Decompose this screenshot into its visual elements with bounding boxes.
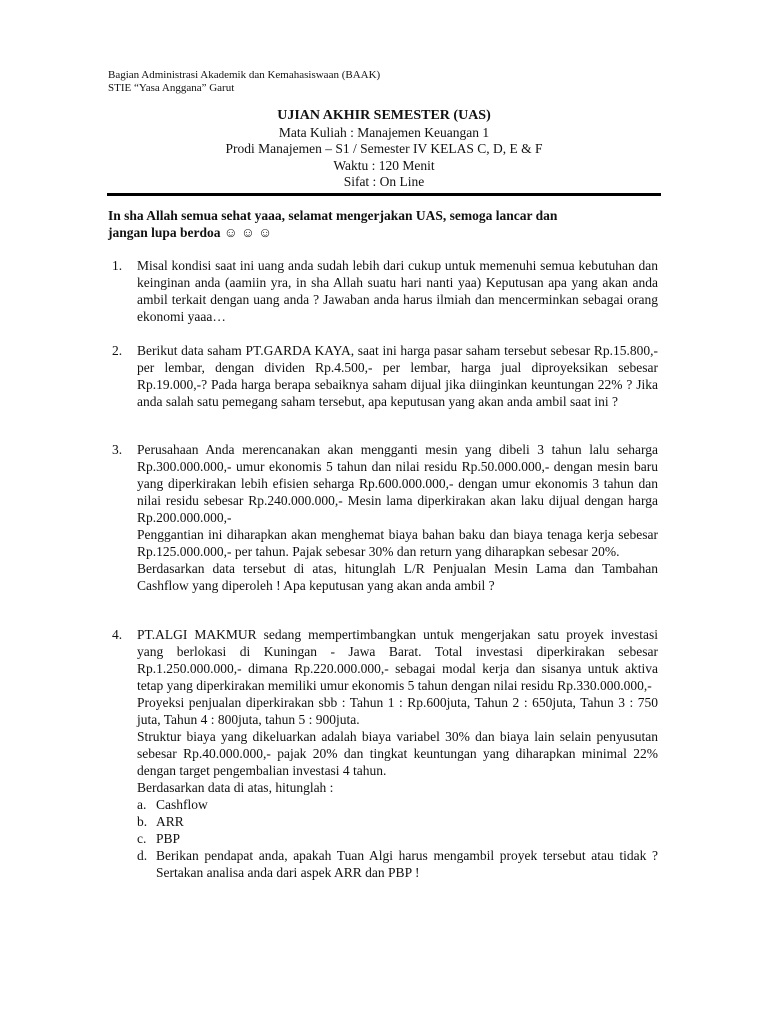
sub-item-text: ARR [156,814,184,829]
question-number: 1. [112,258,123,273]
sub-item-text: Berikan pendapat anda, apakah Tuan Algi harus mengambil proyek tersebut atau tidak ? Sertakan analisa anda dari aspek ARR dan PBP ! [156,848,658,880]
sub-item-text: Cashflow [156,797,208,812]
sub-item-label: a. [137,797,147,812]
question-paragraph: Penggantian ini diharapkan akan menghemat biaya bahan baku dan biaya tenaga kerja sebesar Rp.125.000.000,- per tahun. Pajak sebesar 30% dan return yang diharapkan sebesar 20%. [137,527,658,559]
exam-duration: Waktu : 120 Menit [333,157,435,173]
sub-item-label: d. [137,848,148,863]
program-info: Prodi Manajemen – S1 / Semester IV KELAS C, D, E & F [225,141,543,156]
question-paragraph: Struktur biaya yang dikeluarkan adalah biaya variabel 30% dan biaya lain selain penyusutan sebesar Rp.40.000.000,- pajak 20% dan tingkat keuntungan yang diharapkan minimal 22% dengan target pengembalian investasi 4 tahun. [137,729,658,778]
exam-title: UJIAN AKHIR SEMESTER (UAS) [277,108,491,123]
sub-item-text: PBP [156,831,181,846]
sub-item-a [137,796,658,813]
question-number: 2. [112,343,123,358]
question-paragraph: Berdasarkan data tersebut di atas, hitunglah L/R Penjualan Mesin Lama dan Tambahan Cashflow yang diperoleh ! Apa keputusan yang akan anda ambil ? [137,561,658,593]
header-divider [107,193,661,196]
question-number: 3. [112,442,123,457]
institution-line-2: STIE “Yasa Anggana” Garut [108,82,235,94]
question-paragraph: Perusahaan Anda merencanakan akan mengganti mesin yang dibeli 3 tahun lalu seharga Rp.300.000.000,- umur ekonomis 5 tahun dan nilai residu Rp.50.000.000,- dengan mesin baru yang diperkirakan lebih efisien seharga Rp.600.000.000,- dengan umur ekonomis 3 tahun dan nilai residu sebesar Rp.240.000.000,- Mesin lama diperkirakan akan laku dijual dengan harga Rp.200.000.000,- [137,442,658,525]
course-name: Mata Kuliah : Manajemen Keuangan 1 [278,124,490,140]
question-4 [112,626,658,881]
question-paragraph: PT.ALGI MAKMUR sedang mempertimbangkan untuk mengerjakan satu proyek investasi yang berlokasi di Kuningan - Jawa Barat. Total investasi diperkirakan sebesar Rp.1.250.000.000,- dimana Rp.220.000.000,- sebagai modal kerja dan sisanya untuk aktiva tetap yang diperkirakan memiliki umur ekonomis 5 tahun dengan nilai residu Rp.330.000.000,- [137,627,658,693]
sub-item-d [137,847,658,881]
question-2 [112,342,658,410]
question-text: Misal kondisi saat ini uang anda sudah lebih dari cukup untuk memenuhi semua kebutuhan dan keinginan anda (aamiin yra, in sha Allah suatu hari nanti yaa) Keputusan apa yang akan anda ambil terkait dengan uang anda ? Jawaban anda harus ilmiah dan mencerminkan sebagai orang ekonomi yaaa… [137,258,658,324]
sub-item-b [137,813,658,830]
exam-nature: Sifat : On Line [343,174,425,189]
greeting-line-2: jangan lupa berdoa ☺ ☺ ☺ [108,225,273,240]
question-3 [112,441,658,594]
sub-item-c [137,830,658,847]
greeting-line-1: In sha Allah semua sehat yaaa, selamat mengerjakan UAS, semoga lancar dan [108,208,558,223]
question-1 [112,257,658,325]
institution-header [108,69,380,95]
institution-line-1: Bagian Administrasi Akademik dan Kemahasiswaan (BAAK) [108,69,381,81]
sub-item-label: b. [137,814,148,829]
greeting-text [108,207,660,241]
question-paragraph: Proyeksi penjualan diperkirakan sbb : Tahun 1 : Rp.600juta, Tahun 2 : 650juta, Tahun 3 : 750 juta, Tahun 4 : 800juta, tahun 5 : 900juta. [137,695,658,727]
exam-title-block [108,108,660,191]
sub-item-label: c. [137,831,147,846]
question-text: Berikut data saham PT.GARDA KAYA, saat ini harga pasar saham tersebut sebesar Rp.15.800,- per lembar, dengan dividen Rp.4.500,- per lembar, harga jual diproyeksikan sebesar Rp.19.000,-? Pada harga berapa sebaiknya saham dijual jika diinginkan keuntungan 22% ? Jika anda salah satu pemegang saham tersebut, apa keputusan yang akan anda ambil saat ini ? [137,343,658,409]
question-paragraph: Berdasarkan data di atas, hitunglah : [137,780,334,795]
question-number: 4. [112,627,123,642]
